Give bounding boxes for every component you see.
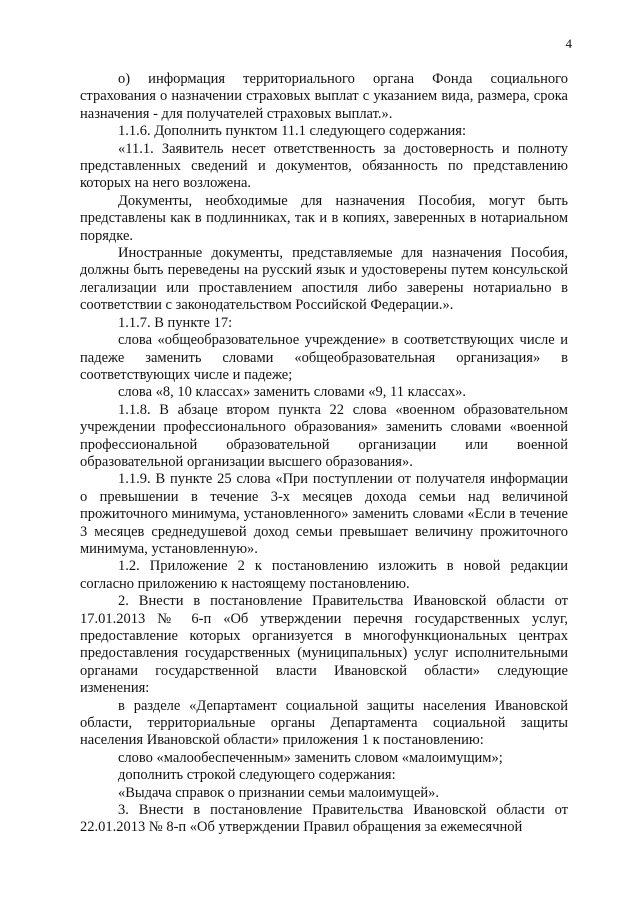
paragraph-1-1-9: 1.1.9. В пункте 25 слова «При поступлении от получателя информации о превышении в течение 3-х месяцев дохода семьи над величиной прожиточного минимума, установленного» заменить словами «Если в течение 3 месяцев среднедушевой доход семьи превышает величину прожиточного минимума, установленную». [80, 471, 568, 557]
paragraph-documents-copies: Документы, необходимые для назначения Пособия, могут быть представлены как в подлинниках, так и в копиях, заверенных в нотариальном порядке. [80, 192, 568, 244]
document-body [80, 71, 568, 837]
paragraph-1-1-8: 1.1.8. В абзаце втором пункта 22 слова «военном образовательном учреждении профессионального образования» заменить словами «военной профессиональной образовательной организации или военной образовательной организации высшего образования». [80, 401, 568, 470]
page-number: 4 [565, 36, 572, 51]
paragraph-1-2: 1.2. Приложение 2 к постановлению изложить в новой редакции согласно приложению к настоящему постановлению. [80, 558, 568, 592]
paragraph-add-line: дополнить строкой следующего содержания: [118, 767, 396, 784]
paragraph-1-1-6: 1.1.6. Дополнить пунктом 11.1 следующего содержания: [118, 123, 466, 140]
paragraph-replace-school-words: слова «общеобразовательное учреждение» в соответствующих числе и падеже заменить словами «общеобразовательная организация» в соответствующих числе и падеже; [80, 332, 568, 383]
paragraph-item-o: о) информация территориального органа Фонда социального страхования о назначении страховых выплат с указанием вида, размера, срока назначения - для получателей страховых выплат.». [80, 71, 568, 122]
paragraph-11-1-liability: «11.1. Заявитель несет ответственность за достоверность и полноту представленных сведений и документов, обязанность по представлению которых на него возложена. [80, 140, 568, 192]
paragraph-replace-word: слово «малообеспеченным» заменить словом «малоимущим»; [118, 749, 503, 766]
paragraph-certificate-line: «Выдача справок о признании семьи малоимущей». [118, 784, 440, 801]
paragraph-replace-grades: слова «8, 10 классах» заменить словами «9, 11 классах». [118, 384, 466, 401]
paragraph-foreign-documents: Иностранные документы, представляемые для назначения Пособия, должны быть переведены на русский язык и удостоверены путем консульской легализации или проставлением апостиля либо заверены нотариально в соответствии с законодательством Российской Федерации.». [80, 245, 568, 314]
paragraph-1-1-7: 1.1.7. В пункте 17: [118, 314, 233, 331]
paragraph-3: 3. Внести в постановление Правительства Ивановской области от 22.01.2013 № 8-п «Об утверждении Правил обращения за ежемесячной [80, 802, 568, 836]
paragraph-2: 2. Внести в постановление Правительства Ивановской области от 17.01.2013 № 6-п «Об утверждении перечня государственных услуг, предоставление которых организуется в многофункциональных центрах предоставления государственных (муниципальных) услуг исполнительными органами государственной власти Ивановской области» следующие изменения: [80, 593, 568, 697]
paragraph-section-department: в разделе «Департамент социальной защиты населения Ивановской области, территориальные органы Департамента социальной защиты населения Ивановской области» приложения 1 к постановлению: [80, 697, 568, 749]
